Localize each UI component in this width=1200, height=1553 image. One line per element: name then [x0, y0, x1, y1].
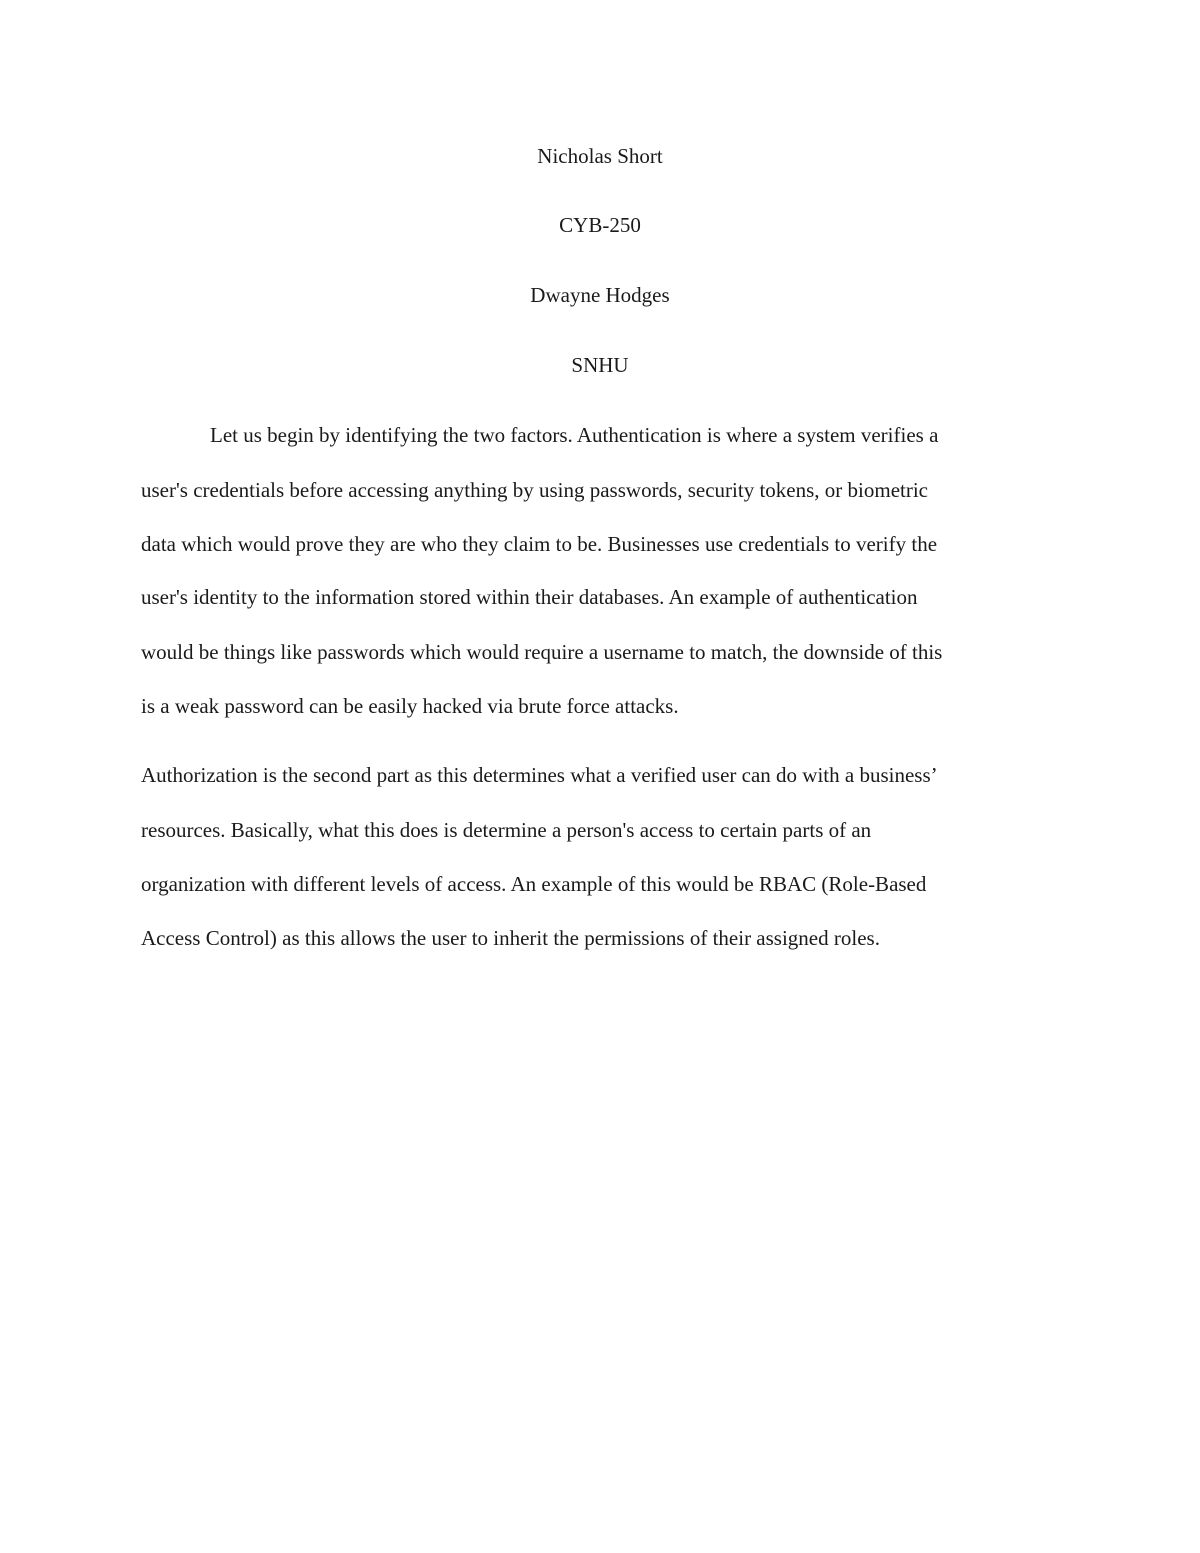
- paragraph-line: data which would prove they are who they claim to be. Businesses use credentials to verify the: [141, 532, 938, 556]
- author-name: Nicholas Short: [537, 144, 663, 168]
- institution-name: SNHU: [571, 353, 629, 377]
- paragraph-line: user's identity to the information stored within their databases. An example of authentication: [141, 585, 918, 609]
- paragraph-line: organization with different levels of access. An example of this would be RBAC (Role-Based: [141, 872, 927, 896]
- paragraph-line: resources. Basically, what this does is determine a person's access to certain parts of an: [141, 818, 872, 842]
- paragraph-line: user's credentials before accessing anything by using passwords, security tokens, or biometric: [141, 478, 928, 502]
- instructor-name: Dwayne Hodges: [530, 283, 670, 307]
- paragraph-line: Let us begin by identifying the two factors. Authentication is where a system verifies a: [210, 423, 939, 447]
- paragraph-line: is a weak password can be easily hacked via brute force attacks.: [141, 694, 679, 718]
- course-code: CYB-250: [559, 213, 641, 237]
- paragraph-line: would be things like passwords which would require a username to match, the downside of this: [141, 640, 943, 664]
- paragraph-line: Access Control) as this allows the user to inherit the permissions of their assigned roles.: [141, 926, 880, 950]
- paragraph-line: Authorization is the second part as this determines what a verified user can do with a business’: [141, 763, 938, 787]
